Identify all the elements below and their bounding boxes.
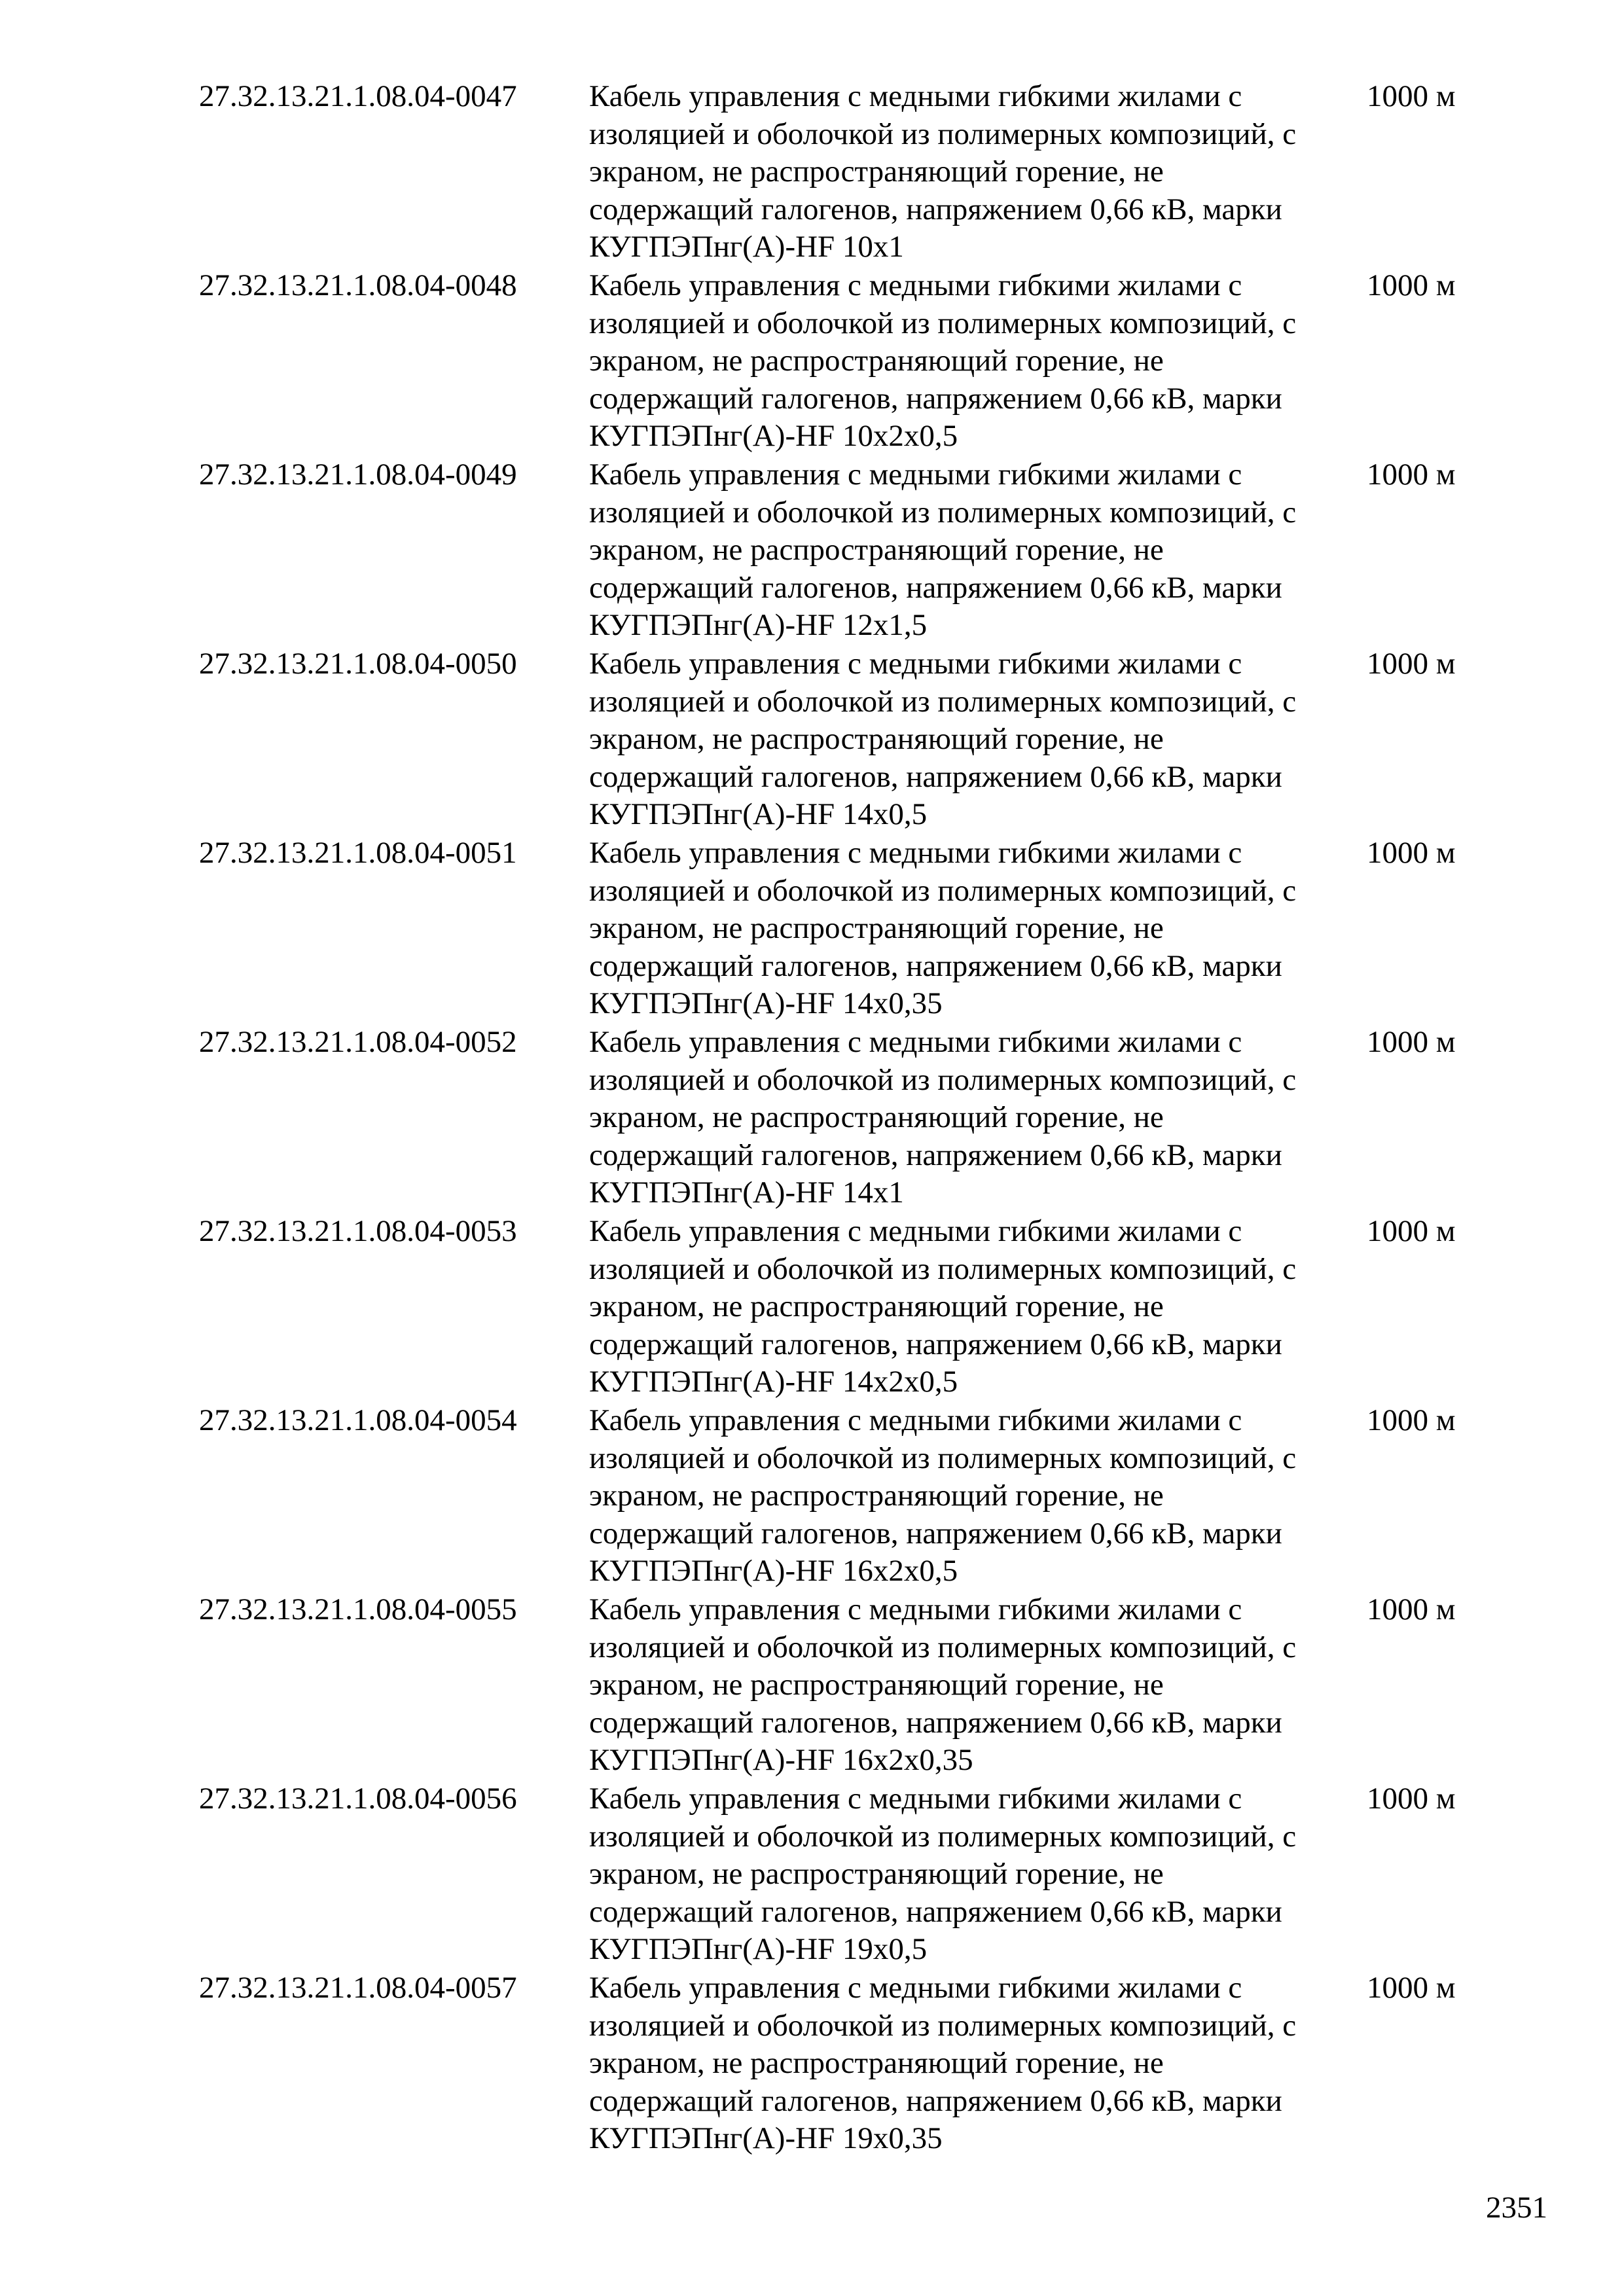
description-line: экраном, не распространяющий горение, не: [589, 1668, 1164, 1702]
description-line: экраном, не распространяющий горение, не: [589, 1857, 1164, 1891]
resource-description: [589, 1213, 1368, 1401]
table-row: [0, 456, 1624, 645]
resource-unit: 1000 м: [1367, 1403, 1456, 1437]
description-line: изоляцией и оболочкой из полимерных композиций, с: [589, 306, 1297, 340]
table-row: [0, 645, 1624, 834]
description-line: КУГПЭПнг(А)-HF 19х0,5: [589, 1932, 928, 1966]
description-line: КУГПЭПнг(А)-HF 10х2х0,5: [589, 419, 958, 453]
description-line: КУГПЭПнг(А)-HF 14х1: [589, 1175, 904, 1210]
resource-description: [589, 78, 1368, 266]
description-line: изоляцией и оболочкой из полимерных композиций, с: [589, 1251, 1297, 1286]
description-line: изоляцией и оболочкой из полимерных композиций, с: [589, 1062, 1297, 1097]
resource-description: [589, 645, 1368, 834]
resource-code: 27.32.13.21.1.08.04-0054: [199, 1403, 517, 1437]
description-line: изоляцией и оболочкой из полимерных композиций, с: [589, 684, 1297, 719]
resource-unit: 1000 м: [1367, 1214, 1456, 1248]
description-line: изоляцией и оболочкой из полимерных композиций, с: [589, 2008, 1297, 2043]
resource-description: [589, 1780, 1368, 1969]
description-line: экраном, не распространяющий горение, не: [589, 1289, 1164, 1323]
resource-description: [589, 267, 1368, 456]
description-line: КУГПЭПнг(А)-HF 19х0,35: [589, 2121, 943, 2155]
description-line: Кабель управления с медными гибкими жилами с: [589, 1592, 1242, 1626]
resource-code: 27.32.13.21.1.08.04-0057: [199, 1971, 517, 2005]
description-line: содержащий галогенов, напряжением 0,66 кВ, марки: [589, 1327, 1282, 1361]
description-line: КУГПЭПнг(А)-HF 14х0,5: [589, 797, 928, 831]
description-line: содержащий галогенов, напряжением 0,66 кВ, марки: [589, 1138, 1282, 1172]
resource-description: [589, 1402, 1368, 1590]
table-row: [0, 78, 1624, 267]
description-line: экраном, не распространяющий горение, не: [589, 911, 1164, 945]
resource-unit: 1000 м: [1367, 1971, 1456, 2005]
table-row: [0, 1024, 1624, 1213]
resource-code: 27.32.13.21.1.08.04-0056: [199, 1782, 517, 1816]
description-line: экраном, не распространяющий горение, не: [589, 533, 1164, 567]
resource-code: 27.32.13.21.1.08.04-0049: [199, 457, 517, 492]
description-line: содержащий галогенов, напряжением 0,66 кВ, марки: [589, 1705, 1282, 1740]
table-row: [0, 1402, 1624, 1591]
description-line: Кабель управления с медными гибкими жилами с: [589, 836, 1242, 870]
description-line: Кабель управления с медными гибкими жилами с: [589, 1214, 1242, 1248]
resource-code: 27.32.13.21.1.08.04-0052: [199, 1025, 517, 1059]
description-line: Кабель управления с медными гибкими жилами с: [589, 1403, 1242, 1437]
resource-code: 27.32.13.21.1.08.04-0050: [199, 647, 517, 681]
description-line: Кабель управления с медными гибкими жилами с: [589, 1782, 1242, 1816]
description-line: экраном, не распространяющий горение, не: [589, 1100, 1164, 1134]
description-line: изоляцией и оболочкой из полимерных композиций, с: [589, 117, 1297, 151]
description-line: экраном, не распространяющий горение, не: [589, 722, 1164, 756]
description-line: КУГПЭПнг(А)-HF 14х2х0,5: [589, 1365, 958, 1399]
resource-unit: 1000 м: [1367, 1025, 1456, 1059]
description-line: Кабель управления с медными гибкими жилами с: [589, 268, 1242, 302]
description-line: изоляцией и оболочкой из полимерных композиций, с: [589, 495, 1297, 529]
description-line: содержащий галогенов, напряжением 0,66 кВ, марки: [589, 759, 1282, 794]
resource-table: [0, 78, 1624, 2159]
description-line: изоляцией и оболочкой из полимерных композиций, с: [589, 1819, 1297, 1854]
resource-unit: 1000 м: [1367, 1782, 1456, 1816]
resource-unit: 1000 м: [1367, 1592, 1456, 1626]
resource-description: [589, 456, 1368, 645]
description-line: экраном, не распространяющий горение, не: [589, 154, 1164, 188]
description-line: Кабель управления с медными гибкими жилами с: [589, 647, 1242, 681]
table-row: [0, 1969, 1624, 2159]
description-line: содержащий галогенов, напряжением 0,66 кВ, марки: [589, 1516, 1282, 1551]
description-line: изоляцией и оболочкой из полимерных композиций, с: [589, 873, 1297, 908]
resource-unit: 1000 м: [1367, 268, 1456, 302]
description-line: КУГПЭПнг(А)-HF 14х0,35: [589, 986, 943, 1020]
description-line: экраном, не распространяющий горение, не: [589, 1479, 1164, 1513]
resource-description: [589, 1024, 1368, 1212]
description-line: содержащий галогенов, напряжением 0,66 кВ, марки: [589, 2083, 1282, 2118]
table-row: [0, 1213, 1624, 1402]
description-line: Кабель управления с медными гибкими жилами с: [589, 1025, 1242, 1059]
table-row: [0, 1591, 1624, 1780]
description-line: содержащий галогенов, напряжением 0,66 кВ, марки: [589, 192, 1282, 226]
table-row: [0, 834, 1624, 1024]
page-number: 2351: [1486, 2191, 1547, 2225]
description-line: КУГПЭПнг(А)-HF 16х2х0,35: [589, 1743, 973, 1777]
description-line: содержащий галогенов, напряжением 0,66 кВ, марки: [589, 948, 1282, 983]
resource-description: [589, 834, 1368, 1023]
resource-code: 27.32.13.21.1.08.04-0055: [199, 1592, 517, 1626]
description-line: содержащий галогенов, напряжением 0,66 кВ, марки: [589, 1894, 1282, 1929]
resource-unit: 1000 м: [1367, 647, 1456, 681]
description-line: КУГПЭПнг(А)-HF 10х1: [589, 230, 904, 264]
resource-code: 27.32.13.21.1.08.04-0053: [199, 1214, 517, 1248]
resource-unit: 1000 м: [1367, 79, 1456, 113]
resource-code: 27.32.13.21.1.08.04-0051: [199, 836, 517, 870]
description-line: экраном, не распространяющий горение, не: [589, 2046, 1164, 2080]
table-row: [0, 1780, 1624, 1969]
description-line: изоляцией и оболочкой из полимерных композиций, с: [589, 1630, 1297, 1664]
resource-unit: 1000 м: [1367, 836, 1456, 870]
resource-unit: 1000 м: [1367, 457, 1456, 492]
description-line: КУГПЭПнг(А)-HF 12х1,5: [589, 608, 928, 642]
description-line: Кабель управления с медными гибкими жилами с: [589, 457, 1242, 492]
description-line: экраном, не распространяющий горение, не: [589, 344, 1164, 378]
description-line: Кабель управления с медными гибкими жилами с: [589, 79, 1242, 113]
description-line: изоляцией и оболочкой из полимерных композиций, с: [589, 1441, 1297, 1475]
resource-code: 27.32.13.21.1.08.04-0048: [199, 268, 517, 302]
resource-description: [589, 1969, 1368, 2158]
description-line: Кабель управления с медными гибкими жилами с: [589, 1971, 1242, 2005]
table-row: [0, 267, 1624, 456]
description-line: содержащий галогенов, напряжением 0,66 кВ, марки: [589, 570, 1282, 605]
resource-code: 27.32.13.21.1.08.04-0047: [199, 79, 517, 113]
description-line: содержащий галогенов, напряжением 0,66 кВ, марки: [589, 381, 1282, 416]
description-line: КУГПЭПнг(А)-HF 16х2х0,5: [589, 1554, 958, 1588]
resource-description: [589, 1591, 1368, 1780]
